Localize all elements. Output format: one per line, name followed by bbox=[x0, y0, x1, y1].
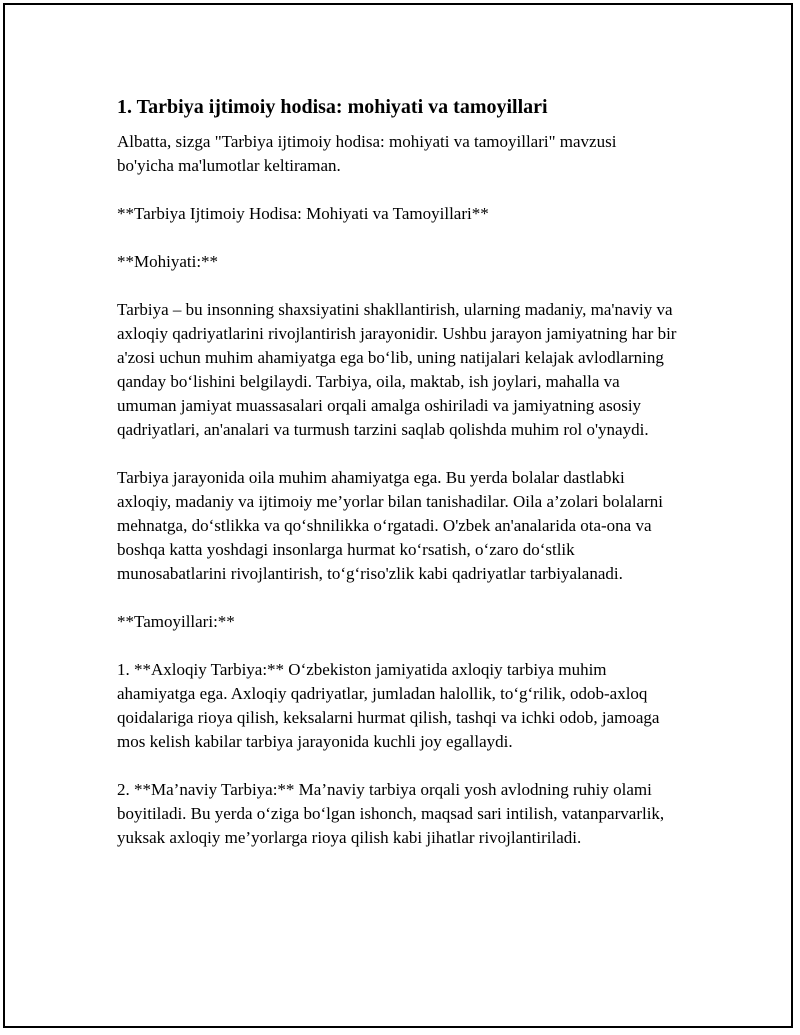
document-heading: 1. Tarbiya ijtimoiy hodisa: mohiyati va tamoyillari bbox=[117, 96, 548, 118]
list-item-axloqiy: 1. **Axloqiy Tarbiya:** O‘zbekiston jamiyatida axloqiy tarbiya muhim ahamiyatga ega. Axloqiy qadriyatlar, jumladan halollik, to‘g‘rilik, odob-axloq qoidalariga rioya qilish, keksalarni hurmat qilish, tashqi va ichki odob, jamoaga mos kelish kabilar tarbiya jarayonida kuchli joy egallaydi. bbox=[117, 660, 660, 751]
body-paragraph: Tarbiya jarayonida oila muhim ahamiyatga ega. Bu yerda bolalar dastlabki axloqiy, madaniy va ijtimoiy me’yorlar bilan tanishadilar. Oila a’zolari bolalarni mehnatga, do‘stlikka va qo‘shnilikka o‘rgatadi. O'zbek an'analarida ota-ona va boshqa katta yoshdagi insonlarga hurmat ko‘rsatish, o‘zaro do‘stlik munosabatlarini rivojlantirish, to‘g‘riso'zlik kabi qadriyatlar tarbiyalanadi. bbox=[117, 468, 664, 583]
document-body bbox=[117, 94, 677, 874]
title-paragraph: **Tarbiya Ijtimoiy Hodisa: Mohiyati va Tamoyillari** bbox=[117, 204, 489, 223]
body-paragraph: Tarbiya – bu insonning shaxsiyatini shakllantirish, ularning madaniy, ma'naviy va axloqiy qadriyatlarini rivojlantirish jarayonidir. Ushbu jarayon jamiyatning har bir a'zosi uchun muhim ahamiyatga ega bo‘lib, uning natijalari kelajak avlodlarning qanday bo‘lishini belgilaydi. Tarbiya, oila, maktab, ish joylari, mahalla va umuman jamiyat muassasalari orqali amalga oshiriladi va jamiyatning asosiy qadriyatlari, an'analari va turmush tarzini saqlab qolishda muhim rol o'ynaydi. bbox=[117, 300, 677, 439]
section-label-mohiyati: **Mohiyati:** bbox=[117, 252, 219, 271]
intro-paragraph: Albatta, sizga "Tarbiya ijtimoiy hodisa: mohiyati va tamoyillari" mavzusi bo'yicha ma'lumotlar keltiraman. bbox=[117, 132, 617, 175]
list-item-manaviy: 2. **Ma’naviy Tarbiya:** Ma’naviy tarbiya orqali yosh avlodning ruhiy olami boyitiladi. Bu yerda o‘ziga bo‘lgan ishonch, maqsad sari intilish, vatanparvarlik, yuksak axloqiy me’yorlarga rioya qilish kabi jihatlar rivojlantiriladi. bbox=[117, 780, 665, 847]
section-label-tamoyillari: **Tamoyillari:** bbox=[117, 612, 235, 631]
